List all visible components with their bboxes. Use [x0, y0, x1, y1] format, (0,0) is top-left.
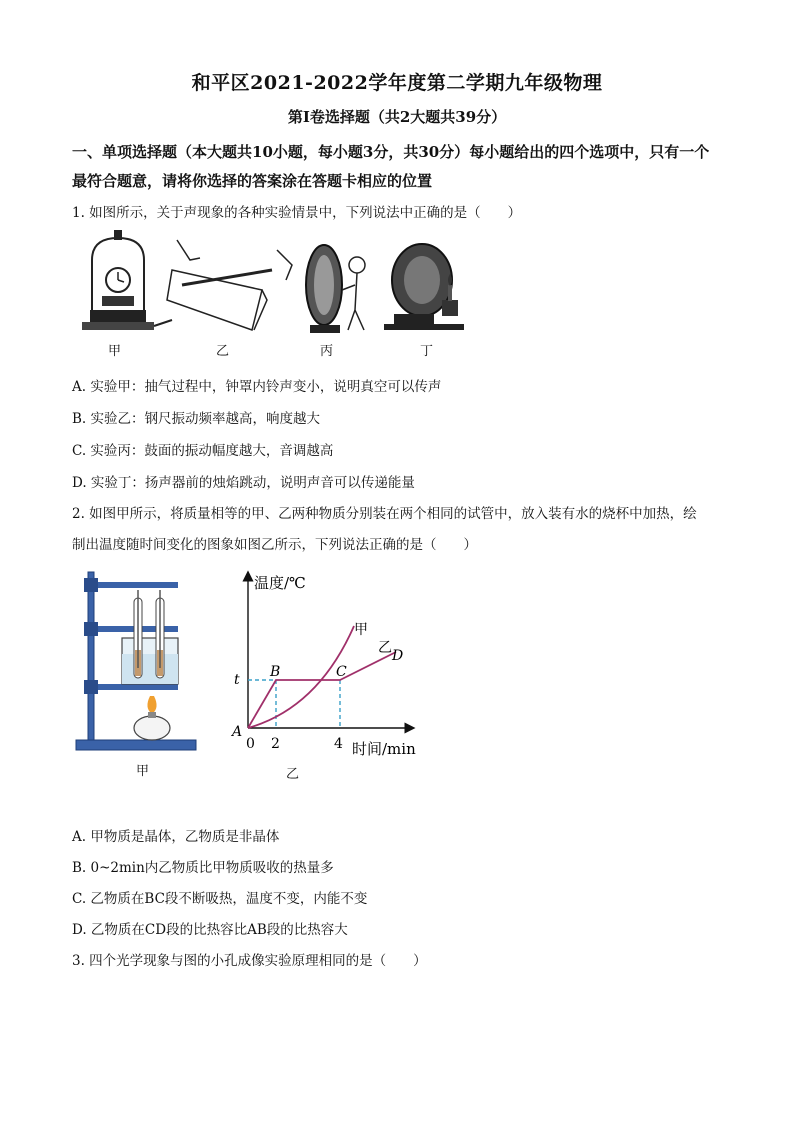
- figure-label-yi: 乙: [216, 344, 230, 359]
- figure-label-graph: 乙: [286, 767, 300, 782]
- question-1-stem: 1. 如图所示，关于声现象的各种实验情景中，下列说法中正确的是（ ）: [72, 205, 522, 221]
- point-a-label: A: [232, 724, 243, 740]
- temperature-time-graph: [228, 568, 438, 758]
- question-2-stem-line1: 2. 如图甲所示，将质量相等的甲、乙两种物质分别装在两个相同的试管中，放入装有水的烧杯中加热，绘: [72, 506, 697, 522]
- point-b-label: B: [270, 664, 281, 680]
- section-heading: 一、单项选择题（本大题共10小题，每小题3分，共30分）每小题给出的四个选项中，只有一个最符合题意，请将你选择的答案涂在答题卡相应的位置: [72, 143, 710, 190]
- q2-option-d: D. 乙物质在CD段的比热容比AB段的比热容大: [72, 922, 348, 938]
- curve-jia-label: 甲: [354, 622, 368, 638]
- q1-option-b: B. 实验乙：钢尺振动频率越高，响度越大: [72, 411, 321, 427]
- bell-jar-illustration: [82, 230, 172, 330]
- curve-yi-label: 乙: [378, 640, 392, 656]
- q2-option-a: A. 甲物质是晶体，乙物质是非晶体: [72, 829, 280, 845]
- point-c-label: C: [336, 664, 347, 680]
- q2-option-c: C. 乙物质在BC段不断吸热，温度不变，内能不变: [72, 891, 368, 907]
- point-d-label: D: [392, 648, 404, 664]
- y-axis-label: 温度/℃: [254, 574, 306, 592]
- origin-label: 0: [246, 736, 255, 752]
- question-1-figure: [72, 230, 472, 365]
- heating-apparatus-figure: [72, 568, 232, 758]
- beaker: [122, 638, 178, 684]
- x-tick-2: 2: [271, 736, 280, 752]
- question-2-stem-line2: 制出温度随时间变化的图象如图乙所示，下列说法正确的是（ ）: [72, 537, 477, 553]
- t-label: t: [234, 672, 240, 688]
- drum-illustration: [306, 245, 365, 333]
- x-tick-4: 4: [334, 736, 343, 752]
- q1-option-d: D. 实验丁：扬声器前的烛焰跳动，说明声音可以传递能量: [72, 475, 415, 491]
- q1-option-a: A. 实验甲：抽气过程中，钟罩内铃声变小，说明真空可以传声: [72, 379, 442, 395]
- page-subtitle: 第I卷选择题（共2大题共39分）: [287, 108, 507, 126]
- figure-label-ding: 丁: [420, 344, 434, 359]
- x-axis-label: 时间/min: [352, 740, 416, 758]
- ruler-illustration: [167, 240, 292, 330]
- figure-label-bing: 丙: [320, 344, 334, 359]
- alcohol-lamp: [134, 696, 170, 740]
- q1-option-c: C. 实验丙：鼓面的振动幅度越大，音调越高: [72, 443, 334, 459]
- figure-label-apparatus: 甲: [136, 764, 150, 779]
- question-3-stem: 3. 四个光学现象与图的小孔成像实验原理相同的是（ ）: [72, 953, 427, 969]
- page-title: 和平区2021-2022学年度第二学期九年级物理: [191, 72, 603, 94]
- q2-option-b: B. 0~2min内乙物质比甲物质吸收的热量多: [72, 860, 334, 876]
- speaker-candle-illustration: [384, 244, 464, 330]
- figure-label-jia: 甲: [108, 344, 122, 359]
